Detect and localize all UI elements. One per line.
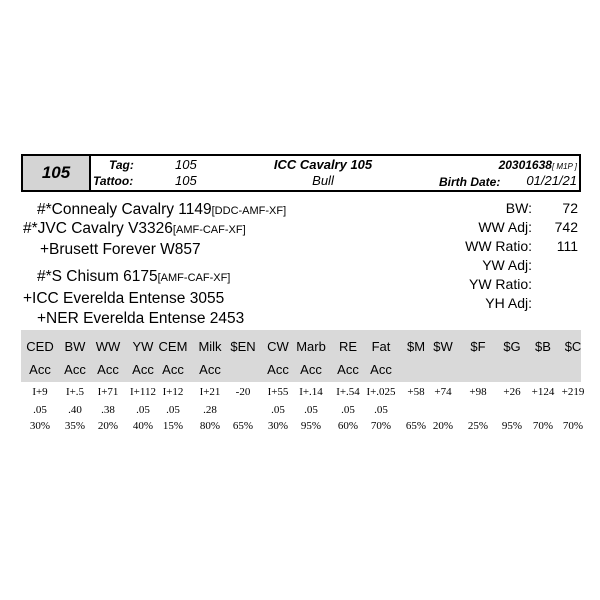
- epd-col-header: CED: [26, 339, 54, 354]
- epd-col-header: $M: [406, 339, 426, 354]
- epd-value: I+.54: [336, 386, 360, 398]
- epd-value: I+.14: [299, 386, 323, 398]
- epd-percentile: 20%: [432, 420, 454, 432]
- epd-acc-label: Acc: [97, 362, 119, 377]
- epd-acc-label: Acc: [64, 362, 86, 377]
- epd-col-header: $C: [564, 339, 582, 354]
- sire-code: [AMF-CAF-XF]: [172, 224, 246, 236]
- epd-value: I+71: [97, 386, 119, 398]
- epd-accuracy: .38: [101, 404, 115, 416]
- epd-value: +124: [531, 386, 555, 398]
- stat-bw-label: BW:: [505, 200, 532, 216]
- reg-number: 20301638: [498, 158, 552, 172]
- epd-value: +58: [407, 386, 425, 398]
- animal-name: ICC Cavalry 105: [273, 157, 373, 172]
- epd-acc-label: Acc: [162, 362, 184, 377]
- epd-col-header: Marb: [296, 339, 326, 354]
- epd-percentile: 65%: [405, 420, 427, 432]
- epd-acc-label: Acc: [337, 362, 359, 377]
- epd-acc-label: Acc: [199, 362, 221, 377]
- epd-value: +74: [434, 386, 452, 398]
- epd-col-header: Fat: [371, 339, 391, 354]
- epd-percentile: 65%: [232, 420, 254, 432]
- epd-acc-label: Acc: [267, 362, 289, 377]
- epd-percentile: 25%: [467, 420, 489, 432]
- pedigree-sire-dam: +Brusett Forever W857: [40, 241, 201, 258]
- stat-ww-ratio-label: WW Ratio:: [465, 238, 532, 254]
- tattoo-value: 105: [175, 173, 197, 188]
- epd-col-header: RE: [338, 339, 358, 354]
- epd-value: -20: [235, 386, 251, 398]
- stat-yw-adj-label: YW Adj:: [482, 257, 532, 273]
- epd-value: I+21: [199, 386, 221, 398]
- epd-accuracy: .05: [341, 404, 355, 416]
- epd-col-header: $EN: [230, 339, 256, 354]
- epd-percentile: 80%: [199, 420, 221, 432]
- epd-percentile: 70%: [562, 420, 584, 432]
- epd-col-header: $B: [535, 339, 551, 354]
- pedigree-dam: +ICC Everelda Entense 3055: [23, 290, 225, 307]
- stat-yw-ratio-label: YW Ratio:: [468, 276, 532, 292]
- epd-value: +98: [469, 386, 487, 398]
- dam-sire-code: [AMF-CAF-XF]: [157, 272, 231, 284]
- tag-label: Tag:: [109, 158, 134, 172]
- epd-percentile: 95%: [501, 420, 523, 432]
- epd-col-header: YW: [132, 339, 154, 354]
- epd-accuracy: .05: [374, 404, 388, 416]
- epd-accuracy: .05: [33, 404, 47, 416]
- epd-value: I+12: [162, 386, 184, 398]
- epd-value: +219: [561, 386, 585, 398]
- epd-acc-label: Acc: [300, 362, 322, 377]
- epd-acc-label: Acc: [29, 362, 51, 377]
- epd-percentile: 70%: [370, 420, 392, 432]
- epd-percentile: 40%: [132, 420, 154, 432]
- epd-col-header: BW: [64, 339, 86, 354]
- epd-col-header: $G: [503, 339, 521, 354]
- stat-bw-value: 72: [562, 200, 578, 216]
- epd-col-header: CEM: [158, 339, 188, 354]
- epd-percentile: 95%: [300, 420, 322, 432]
- epd-col-header: CW: [267, 339, 289, 354]
- lot-number-box: [23, 156, 91, 190]
- epd-col-header: Milk: [198, 339, 222, 354]
- registration-number: [499, 158, 577, 172]
- epd-col-header: WW: [95, 339, 121, 354]
- epd-percentile: 15%: [162, 420, 184, 432]
- epd-value: I+55: [267, 386, 289, 398]
- epd-acc-label: Acc: [132, 362, 154, 377]
- reg-suffix: [ M1P ]: [551, 162, 577, 171]
- birth-date-label: Birth Date:: [439, 175, 501, 189]
- epd-col-header: $W: [433, 339, 453, 354]
- birth-date-value: 01/21/21: [526, 173, 577, 188]
- epd-percentile: 30%: [29, 420, 51, 432]
- pedigree-sire: [23, 220, 246, 238]
- epd-value: I+9: [32, 386, 48, 398]
- tattoo-label: Tattoo:: [93, 174, 134, 188]
- tag-value: 105: [175, 157, 197, 172]
- epd-accuracy: .05: [271, 404, 285, 416]
- epd-percentile: 35%: [64, 420, 86, 432]
- lot-number: 105: [41, 163, 71, 182]
- stat-ww-adj-label: WW Adj:: [478, 219, 532, 235]
- epd-accuracy: .28: [203, 404, 217, 416]
- animal-sex: Bull: [312, 173, 334, 188]
- epd-value: +26: [503, 386, 521, 398]
- epd-value: I+.025: [366, 386, 396, 398]
- epd-value: I+.5: [65, 386, 85, 398]
- sire-sire-name: #*Connealy Cavalry 1149: [37, 201, 212, 218]
- epd-percentile: 20%: [97, 420, 119, 432]
- stat-yh-adj-label: YH Adj:: [485, 295, 532, 311]
- epd-percentile: 60%: [337, 420, 359, 432]
- epd-accuracy: .40: [68, 404, 82, 416]
- epd-value: I+112: [130, 386, 156, 398]
- stat-ww-adj-value: 742: [554, 219, 578, 235]
- epd-accuracy: .05: [304, 404, 318, 416]
- epd-accuracy: .05: [166, 404, 180, 416]
- epd-percentile: 30%: [267, 420, 289, 432]
- sire-name: #*JVC Cavalry V3326: [23, 220, 173, 237]
- epd-col-header: $F: [470, 339, 486, 354]
- header-box: [21, 154, 581, 192]
- dam-sire-name: #*S Chisum 6175: [37, 268, 158, 285]
- epd-accuracy: .05: [136, 404, 150, 416]
- pedigree-sire-sire: [37, 201, 286, 219]
- pedigree-dam-dam: +NER Everelda Entense 2453: [37, 310, 245, 327]
- stat-ww-ratio-value: 111: [556, 238, 578, 254]
- pedigree-dam-sire: [37, 268, 230, 286]
- sire-sire-code: [DDC-AMF-XF]: [211, 205, 287, 217]
- epd-acc-label: Acc: [370, 362, 392, 377]
- epd-percentile: 70%: [532, 420, 554, 432]
